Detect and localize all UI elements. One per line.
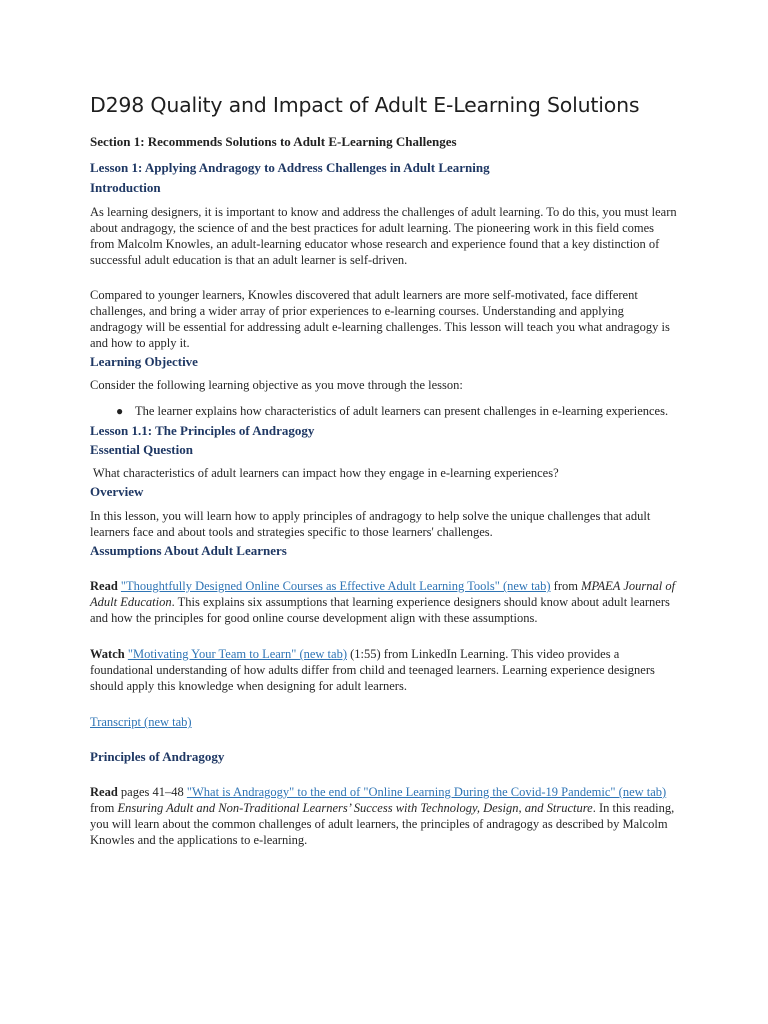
essential-question-text: What characteristics of adult learners can impact how they engage in e-learning experiences? <box>90 466 559 480</box>
motivating-your-team-link[interactable]: "Motivating Your Team to Learn" (new tab) <box>127 647 347 661</box>
watch-motivating-paragraph <box>90 646 678 694</box>
transcript-link[interactable]: Transcript (new tab) <box>90 715 192 729</box>
essential-question-heading: Essential Question <box>90 442 193 457</box>
overview-paragraph: In this lesson, you will learn how to apply principles of andragogy to help solve the unique challenges that adult learners face and about tools and strategies specific to those learners' challenges. <box>90 509 651 539</box>
bullet-icon: ● <box>116 404 124 418</box>
overview-heading: Overview <box>90 484 144 499</box>
objective-intro: Consider the following learning objective as you move through the lesson: <box>90 378 463 392</box>
read-label-2: Read <box>90 785 118 799</box>
pages-text: pages 41–48 <box>117 785 187 799</box>
read-what-is-andragogy-paragraph <box>90 784 678 848</box>
lesson-1-heading: Lesson 1: Applying Andragogy to Address Challenges in Adult Learning <box>90 160 490 175</box>
thoughtfully-designed-link[interactable]: "Thoughtfully Designed Online Courses as Effective Adult Learning Tools" (new tab) <box>120 579 551 593</box>
watch-label: Watch <box>90 647 125 661</box>
document-title: D298 Quality and Impact of Adult E-Learning Solutions <box>90 93 640 117</box>
objective-list <box>90 404 678 420</box>
mpaea-journal-source: MPAEA Journal of Adult Education <box>90 579 676 609</box>
objective-bullet-text: The learner explains how characteristics of adult learners can present challenges in e-learning experiences. <box>135 404 669 418</box>
read-thoughtfully-designed-paragraph <box>90 578 678 626</box>
transcript-paragraph <box>90 714 678 730</box>
ensuring-adult-learners-source: Ensuring Adult and Non-Traditional Learners’ Success with Technology, Design, and Structure <box>117 801 593 815</box>
from-text: from <box>550 579 582 593</box>
read-label: Read <box>90 579 118 593</box>
from-text-2: from <box>90 801 118 815</box>
learning-objective-heading: Learning Objective <box>90 354 198 369</box>
lesson-1-1-heading: Lesson 1.1: The Principles of Andragogy <box>90 423 315 438</box>
watch-description: (1:55) from LinkedIn Learning. This video provides a foundational understanding of how adults differ from child and teenaged learners. Learning experience designers should apply this knowledge when designing for adult learners. <box>90 647 655 693</box>
read2-description: . In this reading, you will learn about the common challenges of adult learners, the principles of andragogy as described by Malcolm Knowles and the applications to e-learning. <box>90 801 675 847</box>
intro-paragraph-2: Compared to younger learners, Knowles discovered that adult learners are more self-motivated, face different challenges, and bring a wider array of prior experiences to e-learning courses. Understanding and applying andragogy will be essential for addressing adult e-learning challenges. This lesson will teach you what andragogy is and how to apply it. <box>90 288 670 350</box>
read1-description: . This explains six assumptions that learning experience designers should know about adult learners and how the principles for good online course development align with these assumptions. <box>90 595 670 625</box>
principles-of-andragogy-heading: Principles of Andragogy <box>90 749 225 764</box>
intro-paragraph-1: As learning designers, it is important to know and address the challenges of adult learning. To do this, you must learn about andragogy, the science of and the best practices for adult learning. The pioneering work in this field comes from Malcolm Knowles, an adult-learning educator whose research and experience found that a key distinction of successful adult education is that an adult learner is self-driven. <box>90 205 677 267</box>
assumptions-heading: Assumptions About Adult Learners <box>90 543 287 558</box>
section-heading: Section 1: Recommends Solutions to Adult E-Learning Challenges <box>90 134 457 149</box>
what-is-andragogy-link[interactable]: "What is Andragogy" to the end of "Online Learning During the Covid-19 Pandemic" (new tab) <box>186 785 667 799</box>
introduction-heading: Introduction <box>90 180 161 195</box>
